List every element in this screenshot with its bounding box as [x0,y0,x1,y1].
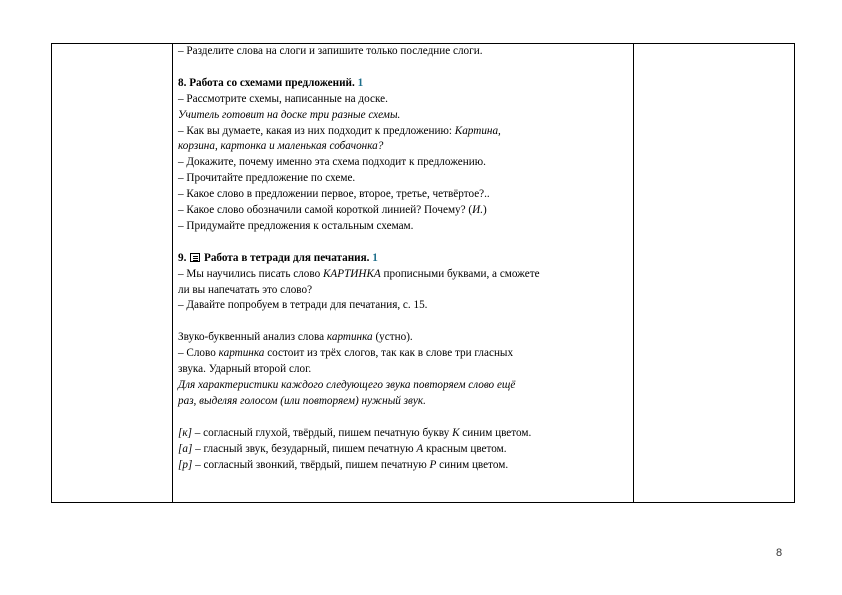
text-run: ли вы напечатать это слово? [178,283,313,296]
text-line [178,298,630,314]
text-run: – Прочитайте предложение по схеме. [178,172,356,185]
text-line [178,139,630,155]
text-run: Р [429,458,437,471]
text-run: [к] [178,426,192,439]
text-run: – Какое слово обозначили самой короткой линией? Почему? ( [178,204,473,217]
text-run: – Разделите слова на слоги и запишите только последние слоги. [178,45,483,57]
text-line [178,442,630,458]
text-line [178,124,630,140]
blank-line [178,235,630,251]
text-line [178,171,630,187]
text-run: – Мы научились писать слово [178,267,323,280]
text-run: – согласный глухой, твёрдый, пишем печатную букву [191,426,453,439]
text-run: – Какое слово в предложении первое, второе, третье, четвёртое?.. [178,188,490,201]
lesson-table [51,43,795,503]
text-line [178,267,630,283]
blank-line [178,410,630,426]
text-run: красным цветом. [423,442,507,455]
text-line [178,187,630,203]
text-line [178,108,630,124]
text-run: 8. Работа со схемами предложений. [178,76,358,89]
blank-line [178,60,630,76]
text-run: Учитель готовит на доске три разные схемы. [178,108,401,121]
text-run: Картина, [454,124,501,137]
text-run: звука. Ударный второй слог. [178,363,312,376]
text-line [178,44,630,60]
text-run: состоит из трёх слогов, так как в слове три гласных [264,347,514,360]
text-run: (устно). [372,331,413,344]
text-run: [р] [178,458,193,471]
page-number: 8 [776,547,783,559]
text-run: – Придумайте предложения к остальным схемам. [178,219,414,232]
notebook-icon [190,253,200,262]
text-run: ) [483,204,487,217]
text-run: синим цветом. [459,426,532,439]
text-run: Для характеристики каждого следующего звука повторяем слово ещё [178,378,516,391]
text-line [178,378,630,394]
text-run: 1 [357,76,364,89]
text-line [178,394,630,410]
text-run: [а] [178,442,193,455]
text-line [178,203,630,219]
text-line [178,155,630,171]
text-run: 1 [372,251,378,264]
blank-line [178,314,630,330]
text-run: картинка [218,347,265,360]
text-run: раз, выделяя голосом (или повторяем) нужный звук. [178,394,426,407]
text-run: картинка [326,331,373,344]
text-run: корзина, картонка и маленькая собачонка? [178,140,384,153]
text-run: Звуко-буквенный анализ слова [178,331,327,344]
text-run: КАРТИНКА [322,267,381,280]
text-line [178,76,630,92]
column-divider-left [172,44,173,502]
text-run: синим цветом. [436,458,509,471]
text-run: 9. [178,251,190,264]
text-run: – Рассмотрите схемы, написанные на доске. [178,92,388,105]
lesson-content-cell [178,44,630,473]
text-line [178,283,630,299]
text-run: К [452,426,460,439]
column-divider-right [633,44,634,502]
text-run: Работа в тетради для печатания. [201,251,373,264]
text-run: – Слово [178,347,219,360]
text-line [178,458,630,474]
text-run: прописными буквами, а сможете [380,267,540,280]
text-run: – согласный звонкий, твёрдый, пишем печатную [192,458,430,471]
text-run: – Как вы думаете, какая из них подходит к предложению: [178,124,455,137]
text-run: – Давайте попробуем в тетради для печатания, с. 15. [178,299,428,312]
text-line [178,426,630,442]
text-line [178,92,630,108]
text-run: А [416,442,424,455]
text-line [178,219,630,235]
text-run: – гласный звук, безударный, пишем печатную [192,442,417,455]
text-line [178,346,630,362]
text-run: – Докажите, почему именно эта схема подходит к предложению. [178,156,486,169]
text-line [178,251,630,267]
text-line [178,330,630,346]
text-line [178,362,630,378]
text-run: И. [472,204,483,217]
